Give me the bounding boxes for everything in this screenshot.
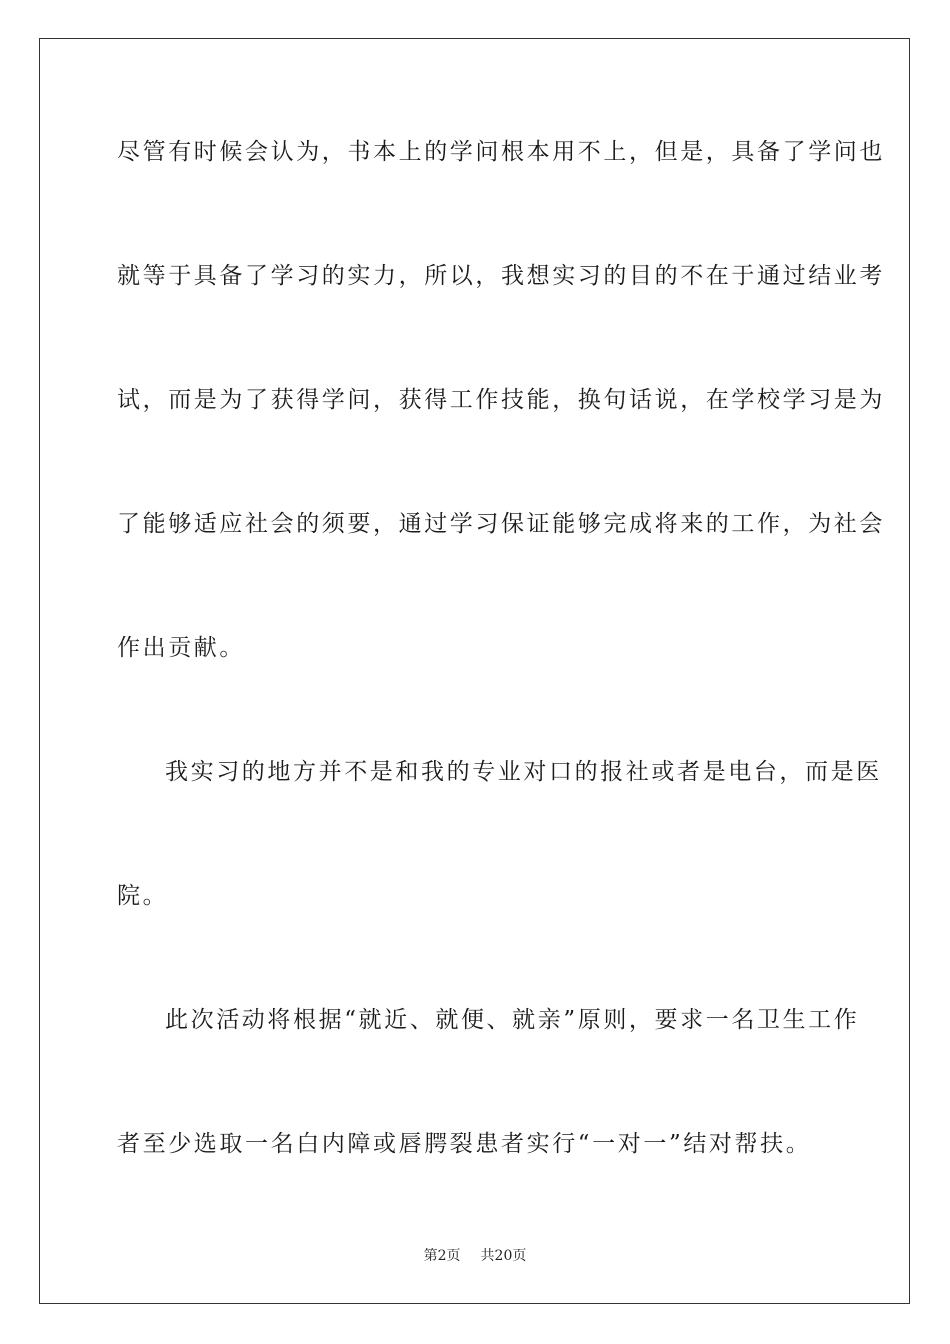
paragraph-1-line-5: 作出贡献。 bbox=[117, 635, 245, 661]
paragraph-1-line-2: 就等于具备了学习的实力，所以，我想实习的目的不在于通过结业考 bbox=[117, 263, 885, 289]
page-border bbox=[39, 38, 910, 1304]
page-footer bbox=[0, 1247, 950, 1265]
paragraph-3-line-2: 者至少选取一名白内障或唇腭裂患者实行“一对一”结对帮扶。 bbox=[117, 1131, 812, 1157]
paragraph-2-line-1: 我实习的地方并不是和我的专业对口的报社或者是电台，而是医 bbox=[165, 759, 882, 785]
paragraph-1-line-1: 尽管有时候会认为，书本上的学问根本用不上，但是，具备了学问也 bbox=[117, 139, 885, 165]
paragraph-1-line-3: 试，而是为了获得学问，获得工作技能，换句话说，在学校学习是为 bbox=[117, 387, 885, 413]
paragraph-3-line-1: 此次活动将根据“就近、就便、就亲”原则，要求一名卫生工作 bbox=[165, 1007, 860, 1033]
page-number: 第2页 bbox=[423, 1248, 461, 1264]
page-total: 共20页 bbox=[480, 1248, 527, 1264]
paragraph-2-line-2: 院。 bbox=[117, 883, 169, 909]
paragraph-1-line-4: 了能够适应社会的须要，通过学习保证能够完成将来的工作，为社会 bbox=[117, 511, 885, 537]
